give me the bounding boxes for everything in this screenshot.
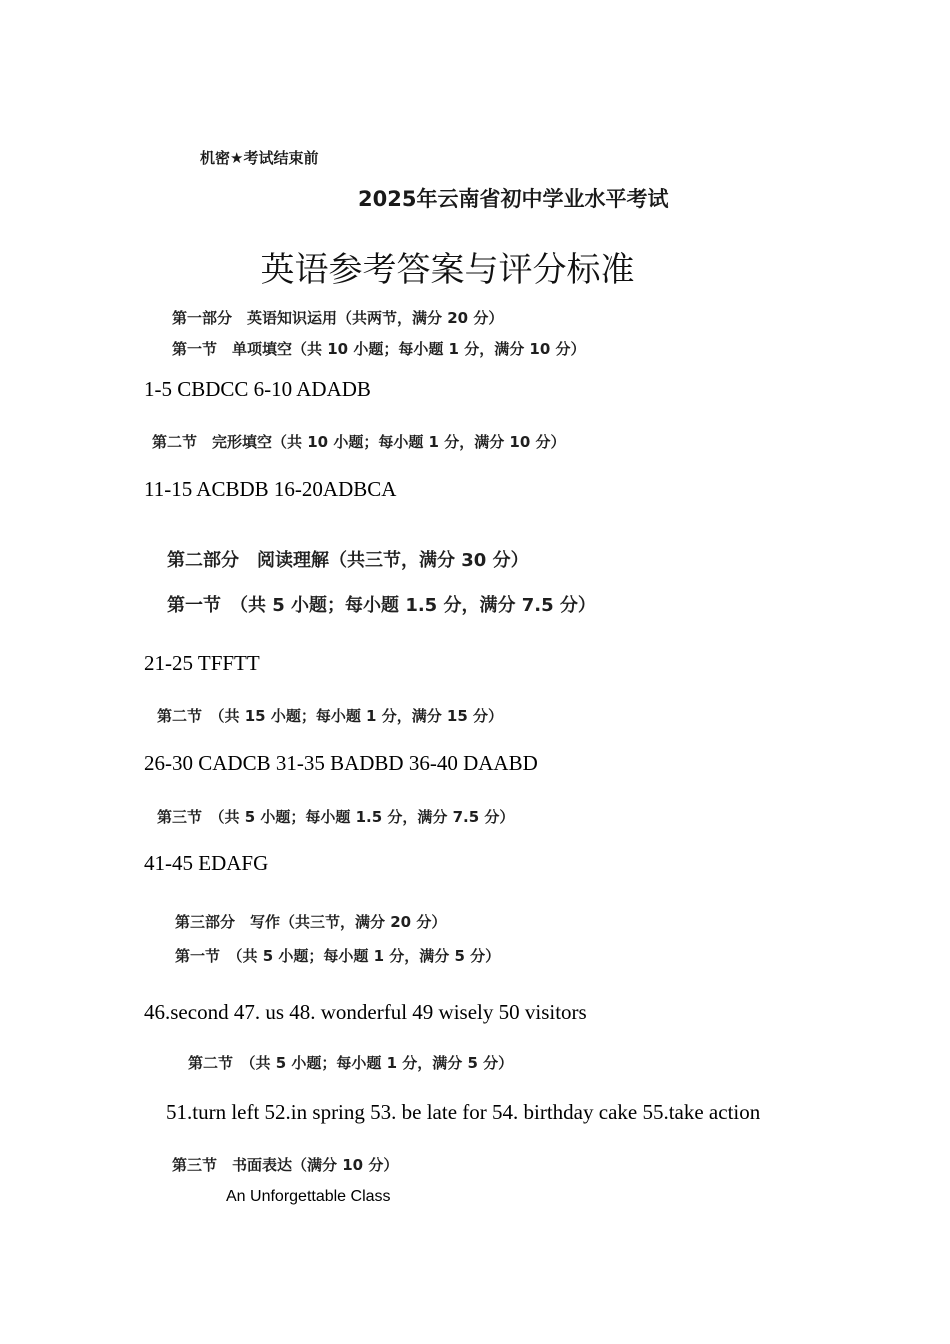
document-title: 英语参考答案与评分标准 xyxy=(260,250,635,290)
part2-section2-answers: 26-30 CADCB 31-35 BADBD 36-40 DAABD xyxy=(144,751,538,775)
part3-heading: 第三部分 写作（共三节，满分 20 分） xyxy=(175,913,447,931)
part3-section2-answers: 51.turn left 52.in spring 53. be late for 54. birthday cake 55.take action xyxy=(166,1100,761,1124)
part3-section2-heading: 第二节 （共 5 小题；每小题 1 分，满分 5 分） xyxy=(188,1054,514,1072)
part2-section1-answers: 21-25 TFFTT xyxy=(144,651,260,675)
part1-section2-answers: 11-15 ACBDB 16-20ADBCA xyxy=(144,477,397,501)
part2-section3-heading: 第三节 （共 5 小题；每小题 1.5 分，满分 7.5 分） xyxy=(157,808,515,826)
part3-section1-heading: 第一节 （共 5 小题；每小题 1 分，满分 5 分） xyxy=(175,947,501,965)
part2-section3-answers: 41-45 EDAFG xyxy=(144,851,269,875)
part2-section2-heading: 第二节 （共 15 小题；每小题 1 分，满分 15 分） xyxy=(157,707,504,725)
part1-heading: 第一部分 英语知识运用（共两节，满分 20 分） xyxy=(172,309,504,327)
confidential-notice: 机密★考试结束前 xyxy=(200,149,319,167)
part3-section3-heading: 第三节 书面表达（满分 10 分） xyxy=(172,1156,399,1174)
essay-title: An Unforgettable Class xyxy=(226,1188,391,1205)
part1-section2-heading: 第二节 完形填空（共 10 小题；每小题 1 分，满分 10 分） xyxy=(152,433,566,451)
part1-section1-heading: 第一节 单项填空（共 10 小题；每小题 1 分，满分 10 分） xyxy=(172,340,586,358)
part3-section1-answers: 46.second 47. us 48. wonderful 49 wisely 50 visitors xyxy=(144,1000,587,1024)
part1-section1-answers: 1-5 CBDCC 6-10 ADADB xyxy=(144,377,371,401)
part2-heading: 第二部分 阅读理解（共三节，满分 30 分） xyxy=(167,550,529,571)
exam-title: 2025年云南省初中学业水平考试 xyxy=(358,187,669,211)
part2-section1-heading: 第一节 （共 5 小题；每小题 1.5 分，满分 7.5 分） xyxy=(167,595,596,616)
